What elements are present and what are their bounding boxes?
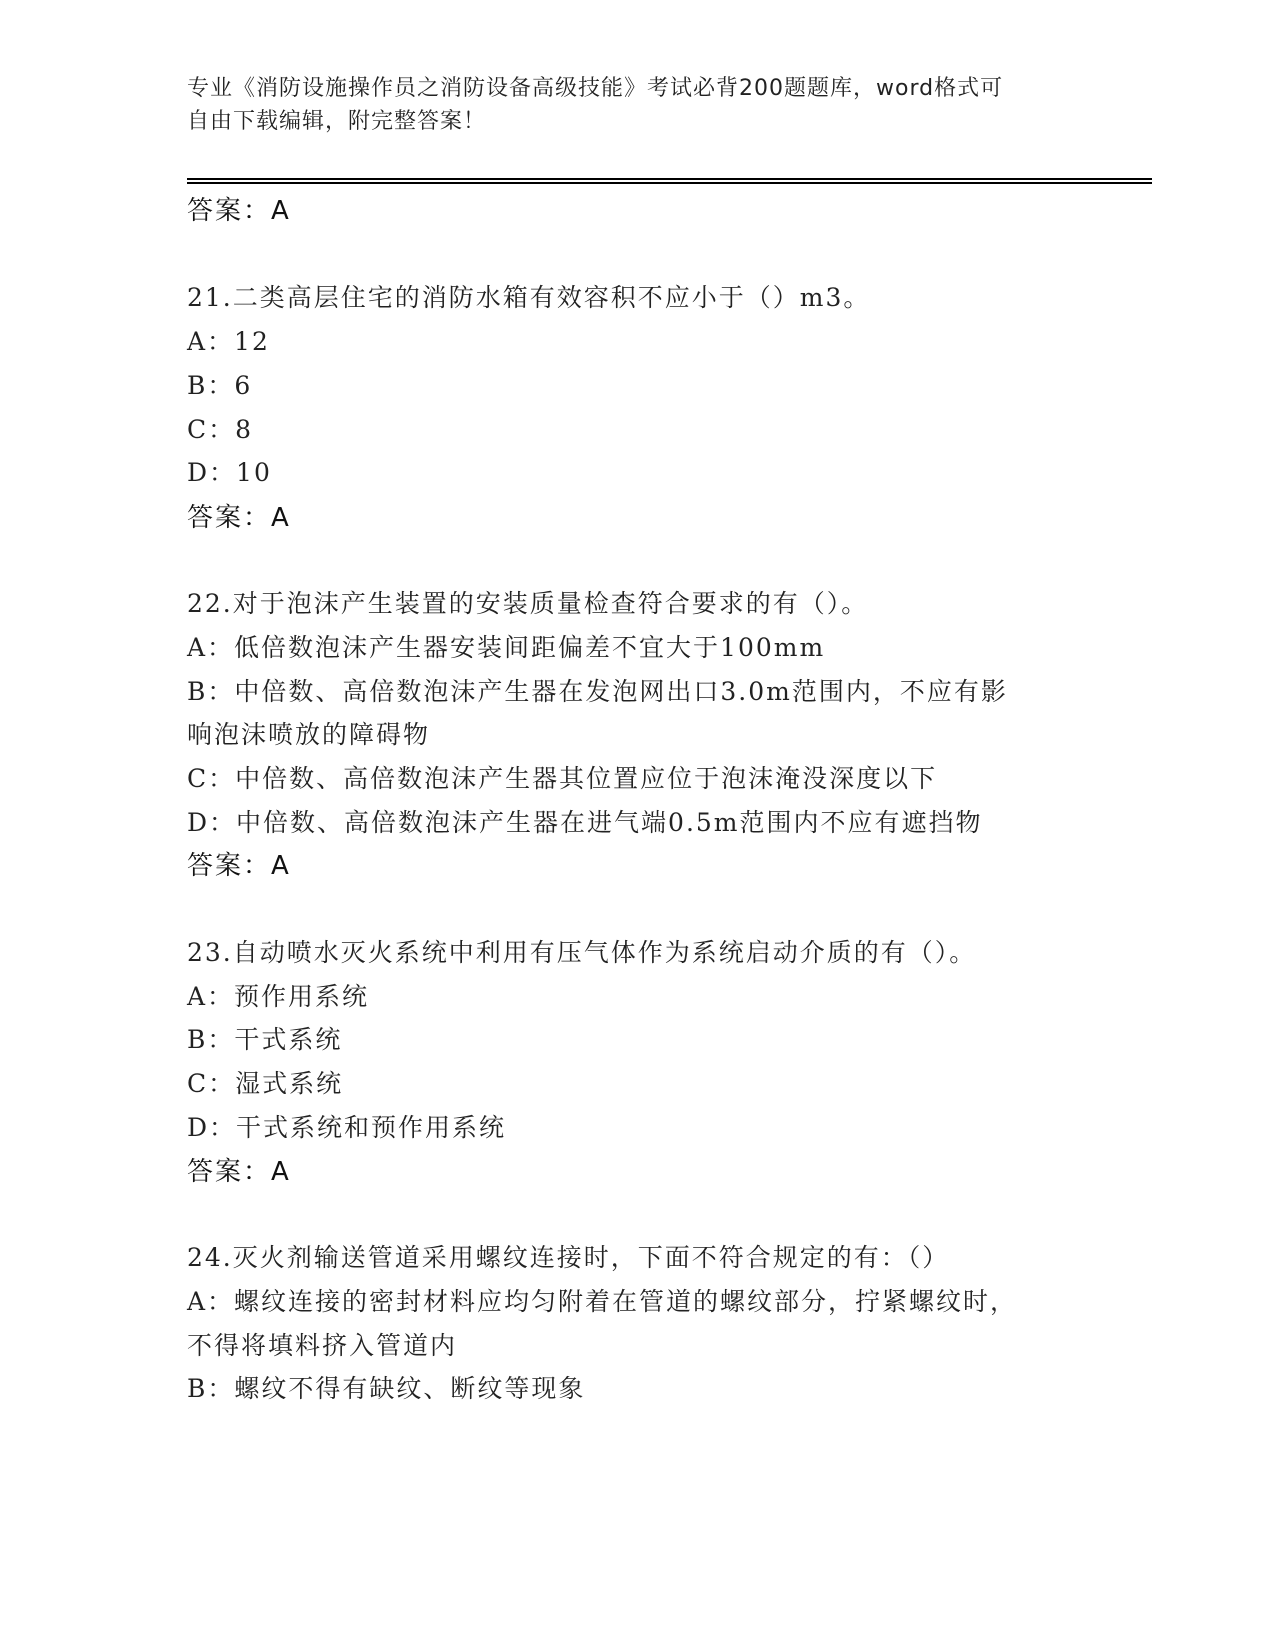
document-header xyxy=(187,72,1087,138)
option-c: C：湿式系统 xyxy=(187,1069,344,1098)
option-a: A：预作用系统 xyxy=(187,982,370,1011)
option-c: C：中倍数、高倍数泡沫产生器其位置应位于泡沫淹没深度以下 xyxy=(187,764,938,793)
option-a: A：螺纹连接的密封材料应均匀附着在管道的螺纹部分，拧紧螺纹时， xyxy=(187,1287,1018,1316)
option-d: D：中倍数、高倍数泡沫产生器在进气端0.5m范围内不应有遮挡物 xyxy=(187,808,983,837)
option-b-continued: 响泡沫喷放的障碍物 xyxy=(187,720,431,749)
option-b: B：螺纹不得有缺纹、断纹等现象 xyxy=(187,1374,586,1403)
option-a: A：12 xyxy=(187,327,270,356)
answer-label: 答案：A xyxy=(187,503,291,533)
option-d: D：干式系统和预作用系统 xyxy=(187,1113,507,1142)
option-b: B：干式系统 xyxy=(187,1025,343,1054)
answer-label: 答案：A xyxy=(187,851,291,881)
question-stem: 24.灭火剂输送管道采用螺纹连接时，下面不符合规定的有：（） xyxy=(187,1243,950,1272)
question-stem: 23.自动喷水灭火系统中利用有压气体作为系统启动介质的有（）。 xyxy=(187,938,977,967)
header-line-1: 专业《消防设施操作员之消防设备高级技能》考试必背200题题库，word格式可 xyxy=(187,76,1004,101)
option-a: A：低倍数泡沫产生器安装间距偏差不宜大于100mm xyxy=(187,633,826,662)
answer-label: 答案：A xyxy=(187,1157,291,1187)
answer-label: 答案：A xyxy=(187,196,291,226)
option-b: B：中倍数、高倍数泡沫产生器在发泡网出口3.0m范围内，不应有影 xyxy=(187,677,1008,706)
option-b: B：6 xyxy=(187,371,253,400)
header-divider-line xyxy=(187,182,1152,184)
option-a-continued: 不得将填料挤入管道内 xyxy=(187,1331,458,1360)
header-line-2: 自由下载编辑，附完整答案！ xyxy=(187,109,487,134)
header-divider-line xyxy=(187,178,1152,180)
option-d: D：10 xyxy=(187,458,272,487)
question-stem: 21.二类高层住宅的消防水箱有效容积不应小于（）m3。 xyxy=(187,283,871,312)
question-stem: 22.对于泡沫产生装置的安装质量检查符合要求的有（）。 xyxy=(187,589,869,618)
option-c: C：8 xyxy=(187,415,254,444)
